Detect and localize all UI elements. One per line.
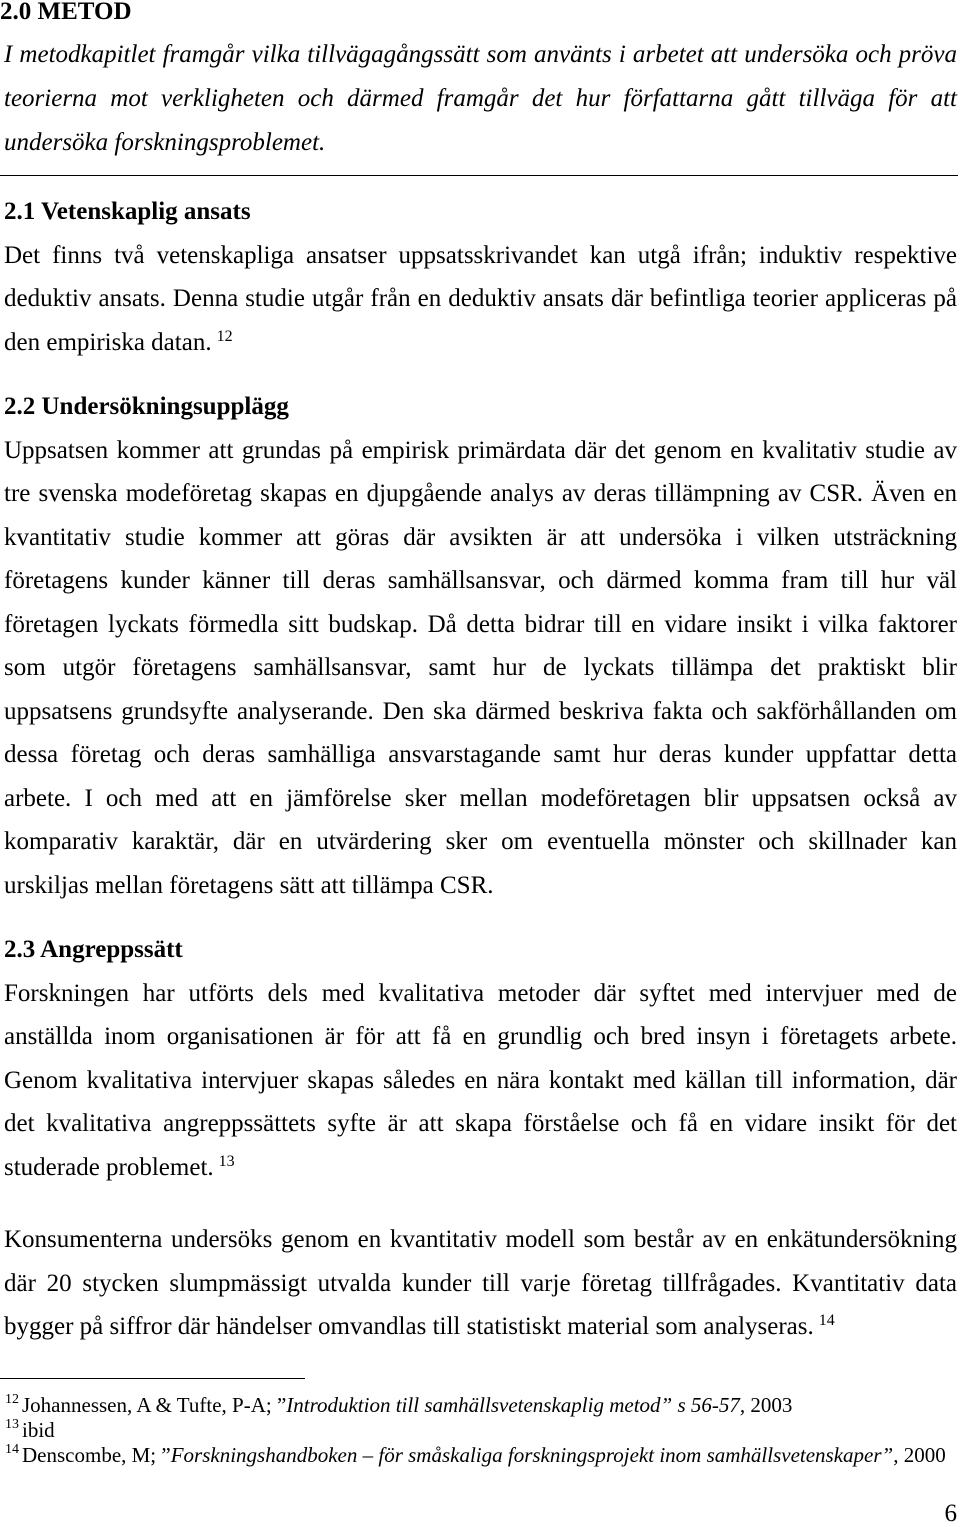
paragraph-line-text: bygger på siffror där händelser omvandlas till statistiskt material som analyseras. bbox=[4, 1313, 814, 1340]
footnote-number: 13 bbox=[5, 1416, 19, 1432]
paragraph-line: tre svenska modeföretag skapas en djupgående analys av deras tillämpning av CSR. Även en bbox=[4, 480, 957, 507]
paragraph-line: som utgör företagens samhällsansvar, samt hur de lyckats tillämpa det praktiskt blir bbox=[4, 654, 957, 681]
footnote-source-title: Introduktion till samhällsvetenskaplig metod” s 56-57, bbox=[286, 1392, 746, 1417]
paragraph-line: anställda inom organisationen är för att få en grundlig och bred insyn i företagets arbete. bbox=[4, 1023, 957, 1050]
section-2-3 bbox=[4, 928, 957, 1189]
footnote-year: 2000 bbox=[898, 1442, 946, 1467]
paragraph-line: kvantitativ studie kommer att göras där avsikten är att undersöka i vilken utsträckning bbox=[4, 523, 957, 551]
paragraph-line: Genom kvalitativa intervjuer skapas således en nära kontakt med källan till information, där bbox=[4, 1066, 957, 1094]
footnote-ref: 13 bbox=[218, 1152, 235, 1170]
footnote-number: 12 bbox=[5, 1391, 19, 1407]
footnote bbox=[0, 1418, 958, 1443]
paragraph-line: deduktiv ansats. Denna studie utgår från en deduktiv ansats där befintliga teorier appliceras på bbox=[4, 285, 957, 312]
paragraph-line: Konsumenterna undersöks genom en kvantitativ modell som består av en enkätundersökning bbox=[4, 1226, 957, 1253]
intro-paragraph bbox=[4, 33, 957, 165]
paragraph-line: undersöka forskningsproblemet. bbox=[4, 129, 326, 156]
paragraph-line: uppsatsens grundsyfte analyserande. Den ska därmed beskriva fakta och sakförhållanden om bbox=[4, 697, 957, 725]
paragraph-line: där 20 stycken slumpmässigt utvalda kunder till varje företag tillfrågades. Kvantitativ data bbox=[4, 1269, 957, 1297]
section-heading: 2.3 Angreppssätt bbox=[4, 936, 183, 963]
paragraph-line bbox=[4, 1146, 957, 1190]
footnote-number: 14 bbox=[5, 1441, 19, 1457]
section-2-3-paragraph-2 bbox=[4, 1218, 957, 1349]
divider bbox=[0, 175, 958, 176]
paragraph-line: I metodkapitlet framgår vilka tillvägagångssätt som använts i arbetet att undersöka och pröva bbox=[4, 41, 957, 68]
paragraph-line bbox=[4, 1305, 957, 1349]
footnote bbox=[0, 1443, 958, 1468]
paragraph-line: Uppsatsen kommer att grundas på empirisk primärdata där det genom en kvalitativ studie av bbox=[4, 436, 957, 464]
section-heading: 2.1 Vetenskaplig ansats bbox=[4, 198, 251, 225]
footnote-ref: 14 bbox=[818, 1312, 835, 1329]
section-heading: 2.2 Undersökningsupplägg bbox=[4, 393, 289, 420]
footnote-text: ibid bbox=[22, 1417, 55, 1442]
paragraph-line: teorierna mot verkligheten och därmed framgår det hur författarna gått tillväga för att bbox=[4, 85, 957, 112]
section-2-2 bbox=[4, 385, 957, 907]
chapter-heading: 2.0 METOD bbox=[0, 0, 132, 25]
footnote-divider bbox=[0, 1378, 305, 1379]
paragraph-line: företagens kunder känner till deras samhällsansvar, och därmed komma fram till hur väl bbox=[4, 567, 957, 594]
paragraph-line: komparativ karaktär, där en utvärdering sker om eventuella mönster och skillnader kan bbox=[4, 828, 957, 855]
paragraph-line: urskiljas mellan företagens sätt att tillämpa CSR. bbox=[4, 871, 494, 899]
footnotes bbox=[0, 1393, 958, 1468]
paragraph-line-text: studerade problemet. bbox=[4, 1153, 214, 1181]
footnote-text: Johannessen, A & Tufte, P-A; ” bbox=[22, 1392, 287, 1417]
footnote-text: Denscombe, M; ” bbox=[22, 1442, 171, 1467]
footnote bbox=[0, 1393, 958, 1418]
footnote-year: 2003 bbox=[745, 1392, 793, 1417]
paragraph-line: Det finns två vetenskapliga ansatser uppsatsskrivandet kan utgå ifrån; induktiv respektive bbox=[4, 241, 957, 269]
footnote-source-title: Forskningshandboken – för småskaliga forskningsprojekt inom samhällsvetenskaper”, bbox=[170, 1442, 899, 1467]
paragraph-line: det kvalitativa angreppssättets syfte är att skapa förståelse och få en vidare insikt för det bbox=[4, 1110, 957, 1137]
paragraph-line: Forskningen har utförts dels med kvalitativa metoder där syftet med intervjuer med de bbox=[4, 979, 957, 1007]
section-2-1 bbox=[4, 190, 957, 364]
paragraph-line: arbete. I och med att en jämförelse sker mellan modeföretagen blir uppsatsen också av bbox=[4, 784, 957, 812]
paragraph-line: dessa företag och deras samhälliga ansvarstagande samt hur deras kunder uppfattar detta bbox=[4, 741, 957, 768]
paragraph-line: företagen lyckats förmedla sitt budskap. Då detta bidrar till en vidare insikt i vilka faktorer bbox=[4, 610, 957, 638]
page-number: 6 bbox=[944, 1500, 957, 1527]
footnote-ref: 12 bbox=[216, 327, 233, 345]
paragraph-line bbox=[4, 321, 957, 365]
paragraph-line-text: den empiriska datan. bbox=[4, 328, 212, 356]
